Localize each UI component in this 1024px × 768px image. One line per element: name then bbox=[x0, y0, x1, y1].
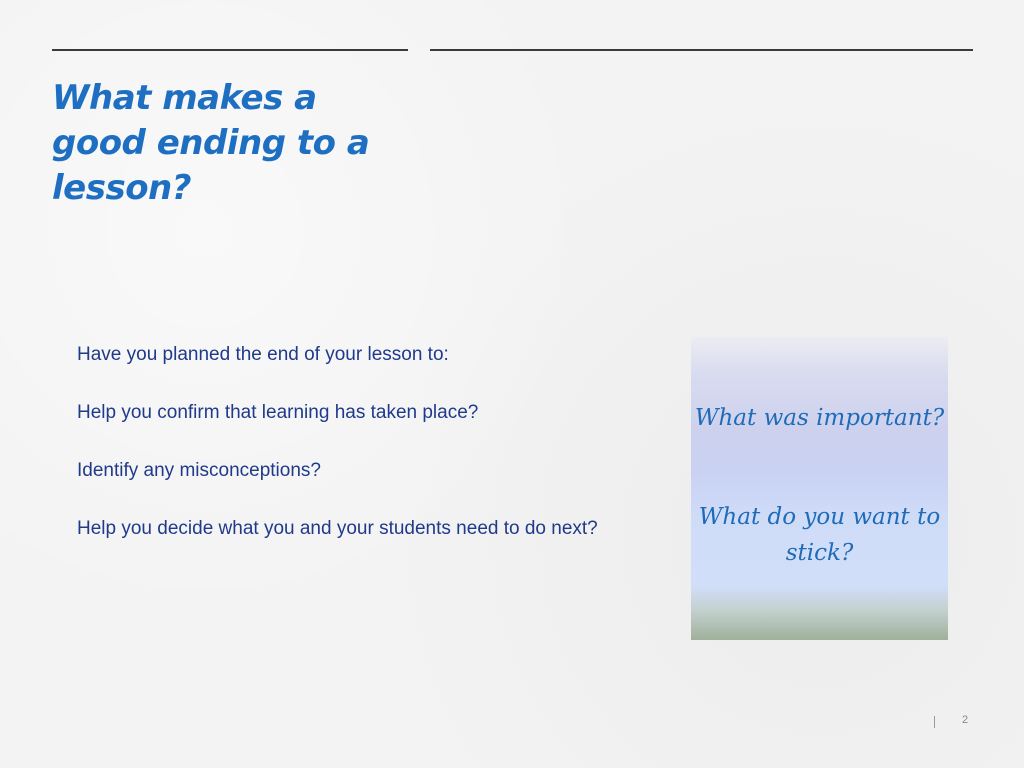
header-rule-left bbox=[52, 49, 408, 51]
header-rule-right bbox=[430, 49, 973, 51]
page-number: 2 bbox=[962, 714, 969, 726]
body-paragraph-intro: Have you planned the end of your lesson to: bbox=[77, 344, 449, 365]
body-text bbox=[77, 338, 657, 570]
callout-question-important: What was important? bbox=[694, 405, 945, 431]
footer-separator bbox=[934, 716, 935, 728]
slide-title: What makes a good ending to a lesson? bbox=[52, 78, 370, 208]
body-paragraph-misconceptions: Identify any misconceptions? bbox=[77, 460, 321, 481]
callout-box bbox=[691, 337, 948, 640]
body-paragraph-confirm-learning: Help you confirm that learning has taken place? bbox=[77, 402, 479, 423]
callout-question-stick: What do you want to stick? bbox=[698, 504, 941, 566]
body-paragraph-next-steps: Help you decide what you and your students need to do next? bbox=[77, 518, 598, 539]
